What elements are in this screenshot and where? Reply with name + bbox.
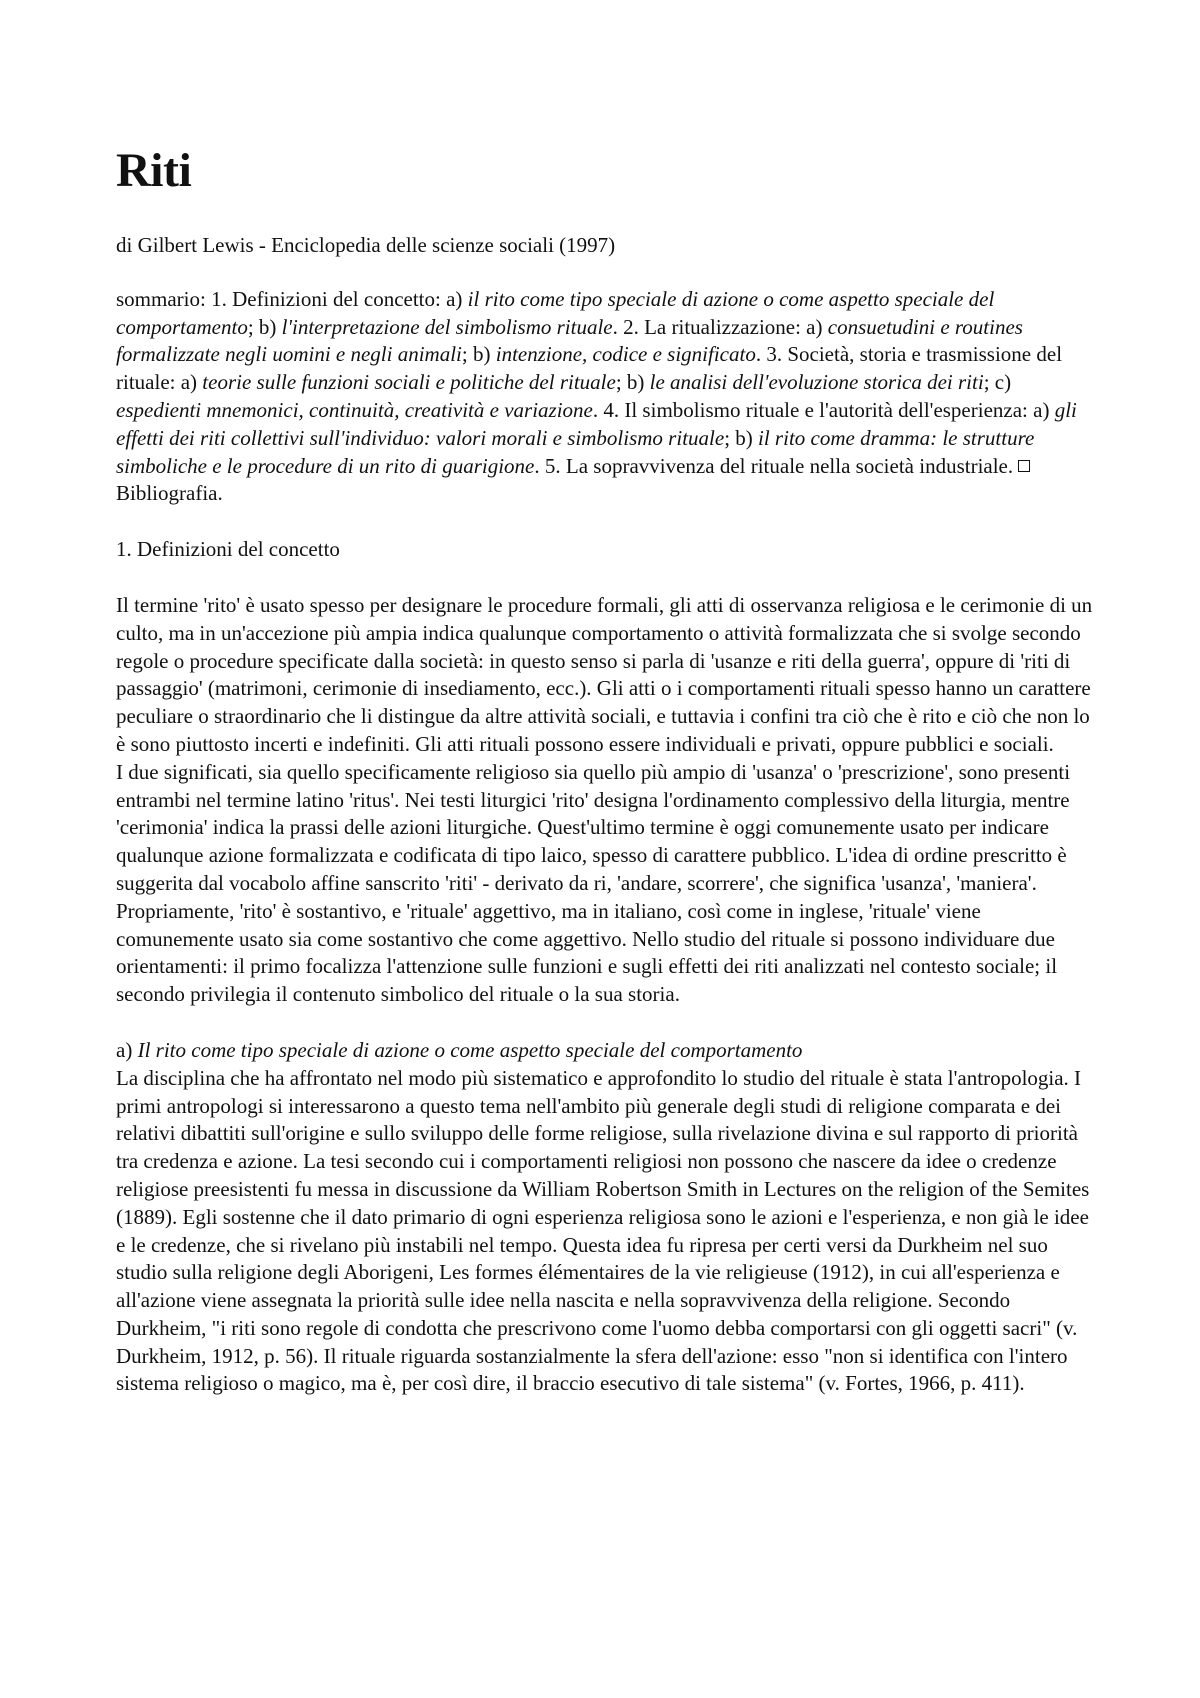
document-page — [116, 142, 1096, 1398]
summary-italic: l'interpretazione del simbolismo rituale — [281, 314, 613, 339]
summary-italic: il rito come dramma: le strutture simboliche e le procedure di un rito di guarigione — [116, 425, 1035, 478]
paragraph: Il termine 'rito' è usato spesso per designare le procedure formali, gli atti di osservanza religiosa e le cerimonie di un culto, ma in un'accezione più ampia indica qualunque comportamento o attività formalizzata che si svolge secondo regole o procedure specificate dalla società: in questo senso si parla di 'usanze e riti della guerra', oppure di 'riti di passaggio' (matrimoni, cerimonie di insediamento, ecc.). Gli atti o i comportamenti rituali spesso hanno un carattere peculiare o straordinario che li distingue da altre attività sociali, e tuttavia i confini tra ciò che è rito e ciò che non lo è sono piuttosto incerti e indefiniti. Gli atti rituali possono essere individuali e privati, oppure pubblici e sociali. — [116, 592, 1093, 756]
summary-text: ; c) — [983, 370, 1012, 395]
summary-label: sommario: — [116, 286, 212, 311]
page-title: Riti — [116, 144, 192, 197]
summary-text: . 3. Società, storia e trasmissione del rituale: a) — [116, 342, 1063, 395]
summary-text: 1. Definizioni del concetto: a) — [211, 286, 468, 311]
summary — [116, 286, 1096, 508]
summary-italic: intenzione, codice e significato — [495, 342, 756, 367]
summary-text: ; b) — [461, 342, 496, 367]
summary-text: . 2. La ritualizzazione: a) — [612, 314, 828, 339]
summary-text: ; b) — [247, 314, 282, 339]
summary-text: . 4. Il simbolismo rituale e l'autorità dell'esperienza: a) — [592, 397, 1055, 422]
subsection-heading — [116, 1037, 1096, 1065]
summary-italic: consuetudini e routines formalizzate negli uomini e negli animali — [116, 314, 1023, 367]
summary-italic: gli effetti dei riti collettivi sull'individuo: valori morali e simbolismo rituale — [116, 397, 1077, 450]
summary-text: . 5. La sopravvivenza del rituale nella società industriale. — [534, 453, 1019, 478]
summary-italic: espedienti mnemonici, continuità, creatività e variazione — [116, 397, 593, 422]
summary-text: Bibliografia. — [116, 481, 223, 506]
summary-italic: teorie sulle funzioni sociali e politiche del rituale — [202, 370, 616, 395]
summary-italic: il rito come tipo speciale di azione o come aspetto speciale del comportamento — [116, 286, 995, 339]
paragraph: I due significati, sia quello specificamente religioso sia quello più ampio di 'usanza' o 'prescrizione', sono presenti entrambi nel termine latino 'ritus'. Nei testi liturgici 'rito' designa l'ordinamento complessivo della liturgia, mentre 'cerimonia' indica la prassi delle azioni liturgiche. Quest'ultimo termine è oggi comunemente usato per indicare qualunque azione formalizzata e codificata di tipo laico, spesso di carattere pubblico. L'idea di ordine prescritto è suggerita dal vocabolo affine sanscrito 'riti' - derivato da ri, 'andare, scorrere', che significa 'usanza', 'maniera'. Propriamente, 'rito' è sostantivo, e 'rituale' aggettivo, ma in italiano, così come in inglese, 'rituale' viene comunemente usato sia come sostantivo che come aggettivo. Nello studio del rituale si possono individuare due orientamenti: il primo focalizza l'attenzione sulle funzioni e sugli effetti dei riti analizzati nel contesto sociale; il secondo privilegia il contenuto simbolico del rituale o la sua storia. — [116, 759, 1071, 1007]
subsection-title: Il rito come tipo speciale di azione o come aspetto speciale del comportamento — [137, 1037, 803, 1062]
byline: di Gilbert Lewis - Enciclopedia delle scienze sociali (1997) — [116, 233, 616, 257]
subsection-prefix: a) — [116, 1037, 138, 1062]
paragraph: La disciplina che ha affrontato nel modo più sistematico e approfondito lo studio del rituale è stata l'antropologia. I primi antropologi si interessarono a questo tema nell'ambito più generale degli studi di religione comparata e dei relativi dibattiti sull'origine e sullo sviluppo delle forme religiose, sulla rivelazione divina e sul rapporto di priorità tra credenza e azione. La tesi secondo cui i comportamenti religiosi non possono che nascere da idee o credenze religiose preesistenti fu messa in discussione da William Robertson Smith in Lectures on the religion of the Semites (1889). Egli sostenne che il dato primario di ogni esperienza religiosa sono le azioni e l'esperienza, e non già le idee e le credenze, che si rivelano più instabili nel tempo. Questa idea fu ripresa per certi versi da Durkheim nel suo studio sulla religione degli Aborigeni, Les formes élémentaires de la vie religieuse (1912), in cui all'esperienza e all'azione viene assegnata la priorità sulle idee nella nascita e nella sopravvivenza della religione. Secondo Durkheim, "i riti sono regole di condotta che prescrivono come l'uomo debba comportarsi con gli oggetti sacri" (v. Durkheim, 1912, p. 56). Il rituale riguarda sostanzialmente la sfera dell'azione: esso "non si identifica con l'intero sistema religioso o magico, ma è, per così dire, il braccio esecutivo di tale sistema" (v. Fortes, 1966, p. 411). — [116, 1065, 1090, 1396]
section-heading: 1. Definizioni del concetto — [116, 537, 340, 562]
summary-italic: le analisi dell'evoluzione storica dei riti — [649, 370, 984, 395]
square-bullet-icon — [1018, 460, 1030, 472]
summary-text: ; b) — [724, 425, 759, 450]
summary-text: ; b) — [615, 370, 650, 395]
